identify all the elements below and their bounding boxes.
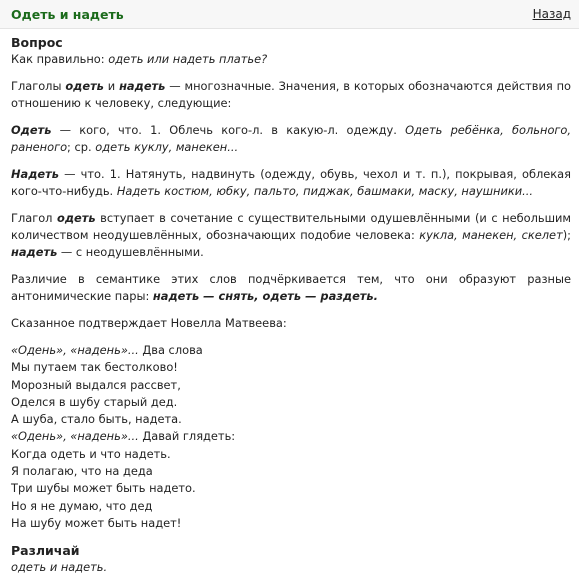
definition-nadet: Надеть — что. 1. Натянуть, надвинуть (одежду, обувь, чехол и т. п.), покрывая, облекая кого-что-нибудь. Надеть костюм, юбку, пальто, пиджак, башмаки, маску, наушники... <box>11 167 571 198</box>
poem <box>11 342 571 532</box>
intro-paragraph: Глаголы одеть и надеть — многозначные. Значения, в которых обозначаются действия по отношению к человеку, следующие: <box>11 79 572 110</box>
distinguish-text: одеть и надеть. <box>11 560 108 575</box>
question-heading: Вопрос <box>11 35 63 50</box>
article-body <box>11 34 571 576</box>
poem-line: Три шубы может быть надето. <box>11 481 196 496</box>
poem-line: Я полагаю, что на деда <box>11 464 153 479</box>
page-title: Одеть и надеть <box>11 7 124 22</box>
poem-line: На шубу может быть надет! <box>11 515 182 530</box>
question-text: Как правильно: одеть или надеть платье? <box>11 52 268 66</box>
poem-line: «Одень», «надень»... Давай глядеть: <box>11 429 236 444</box>
quote-intro: Сказанное подтверждает Новелла Матвеева: <box>11 316 287 330</box>
poem-line: А шуба, стало быть, надета. <box>11 412 182 427</box>
poem-line: Морозный выдался рассвет, <box>11 377 181 392</box>
poem-line: Но я не думаю, что дед <box>11 498 153 513</box>
page-header <box>0 0 579 29</box>
poem-line: Мы путаем так бестолково! <box>11 360 178 375</box>
distinguish-heading: Различай <box>11 543 80 559</box>
usage-rule: Глагол одеть вступает в сочетание с существительными одушевлёнными (и с небольшим количеством неодушевлённых, обозначающих подобие человека: кукла, манекен, скелет); надеть — с неодушевлёнными. <box>11 211 572 259</box>
poem-line: «Одень», «надень»... Два слова <box>11 343 203 357</box>
antonym-pairs: Различие в семантике этих слов подчёркивается тем, что они образуют разные антонимические пары: надеть — снять, одеть — раздеть. <box>11 272 571 303</box>
definition-odet: Одеть — кого, что. 1. Облечь кого-л. в какую-л. одежду. Одеть ребёнка, больного, раненого; ср. одеть куклу, манекен... <box>11 123 571 154</box>
poem-line: Оделся в шубу старый дед. <box>11 394 178 409</box>
poem-line: Когда одеть и что надеть. <box>11 446 171 461</box>
back-link[interactable]: Назад <box>532 7 571 21</box>
